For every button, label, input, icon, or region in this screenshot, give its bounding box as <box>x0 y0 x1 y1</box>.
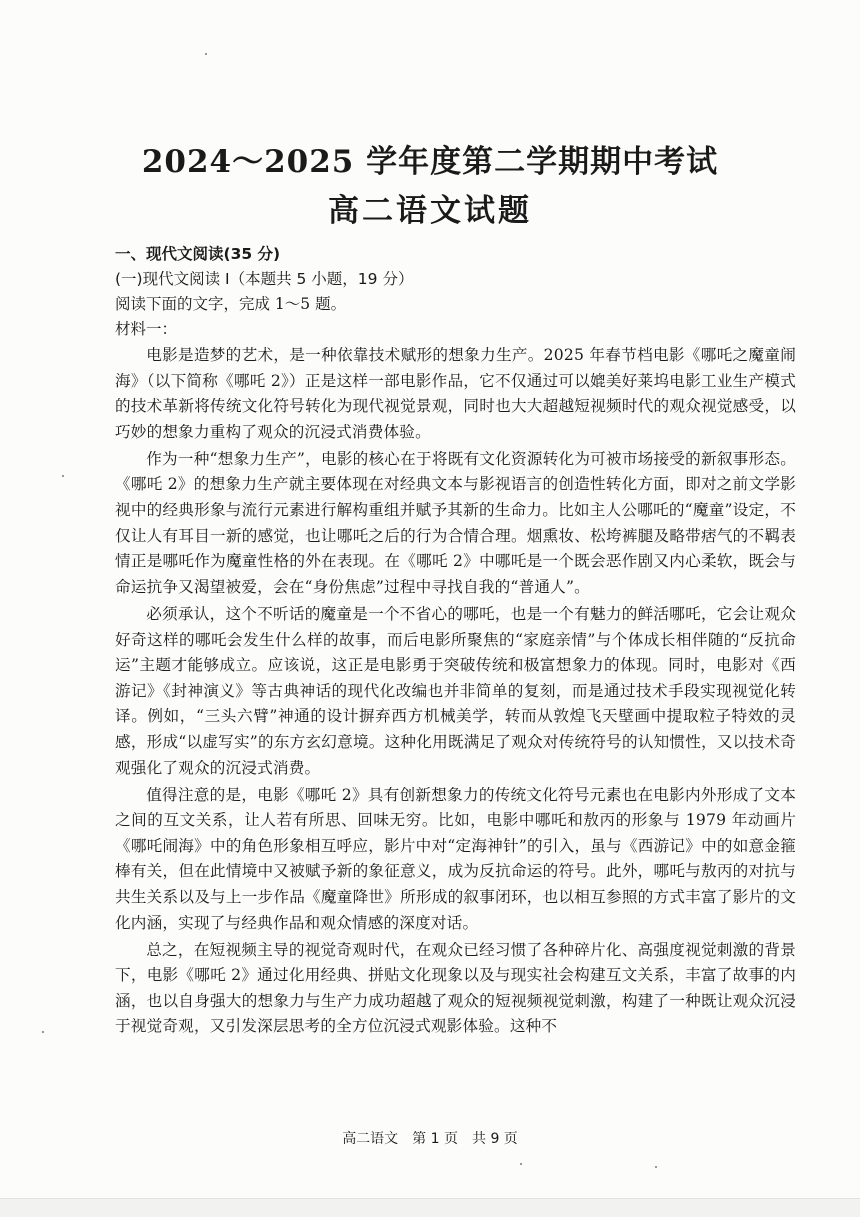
scan-speck <box>42 1031 44 1033</box>
scan-speck <box>520 1163 522 1165</box>
reading-instruction: 阅读下面的文字，完成 1～5 题。 <box>115 295 347 313</box>
section-subheading: (一)现代文阅读 I（本题共 5 小题，19 分） <box>115 270 414 288</box>
material-label: 材料一： <box>115 320 178 338</box>
paragraph: 作为一种“想象力生产”，电影的核心在于将既有文化资源转化为可被市场接受的新叙事形态。《哪吒 2》的想象力生产就主要体现在对经典文本与影视语言的创造性转化方面，即对之前文学影视中的经典形象与流行元素进行解构重组并赋予其新的生命力。比如主人公哪吒的“魔童”设定，不仅让人有耳目一新的感觉，也让哪吒之后的行为合情合理。烟熏妆、松垮裤腿及略带痞气的不羁表情正是哪吒作为魔童性格的外在表现。在《哪吒 2》中哪吒是一个既会恶作剧又内心柔软，既会与命运抗争又渴望被爱，会在“身份焦虑”过程中寻找自我的“普通人”。 <box>115 449 796 596</box>
section-header <box>115 242 795 342</box>
scan-edge <box>0 1198 860 1217</box>
paragraph: 必须承认，这个不听话的魔童是一个不省心的哪吒，也是一个有魅力的鲜活哪吒，它会让观众好奇这样的哪吒会发生什么样的故事，而后电影所聚焦的“家庭亲情”与个体成长相伴随的“反抗命运”主题才能够成立。应该说，这正是电影勇于突破传统和极富想象力的体现。同时，电影对《西游记》《封神演义》等古典神话的现代化改编也并非简单的复刻，而是通过技术手段实现视觉化转译。例如，“三头六臂”神通的设计摒弃西方机械美学，转而从敦煌飞天壁画中提取粒子特效的灵感，形成“以虚写实”的东方玄幻意境。这种化用既满足了观众对传统符号的认知惯性，又以技术奇观强化了观众的沉浸式消费。 <box>115 604 796 777</box>
exam-title: 2024～2025 学年度第二学期期中考试 <box>141 144 719 180</box>
page-footer: 高二语文 第 1 页 共 9 页 <box>342 1131 518 1147</box>
exam-subtitle: 高二语文试题 <box>328 193 532 229</box>
material-one-text <box>115 343 796 1042</box>
scan-speck <box>655 1166 657 1168</box>
scan-speck <box>62 475 64 477</box>
paragraph: 总之，在短视频主导的视觉奇观时代，在观众已经习惯了各种碎片化、高强度视觉刺激的背景下，电影《哪吒 2》通过化用经典、拼贴文化现象以及与现实社会构建互文关系，丰富了故事的内涵，也以自身强大的想象力与生产力成功超越了观众的短视频视觉刺激，构建了一种既让观众沉浸于视觉奇观，又引发深层思考的全方位沉浸式观影体验。这种不 <box>115 940 796 1036</box>
paragraph: 值得注意的是，电影《哪吒 2》具有创新想象力的传统文化符号元素也在电影内外形成了文本之间的互文关系，让人若有所思、回味无穷。比如，电影中哪吒和敖丙的形象与 1979 年动画片《哪吒闹海》中的角色形象相互呼应，影片中对“定海神针”的引入，虽与《西游记》中的如意金箍棒有关，但在此情境中又被赋予新的象征意义，成为反抗命运的符号。此外，哪吒与敖丙的对抗与共生关系以及与上一步作品《魔童降世》所形成的叙事闭环，也以相互参照的方式丰富了影片的文化内涵，实现了与经典作品和观众情感的深度对话。 <box>115 785 796 932</box>
paragraph: 电影是造梦的艺术，是一种依靠技术赋形的想象力生产。2025 年春节档电影《哪吒之魔童闹海》（以下简称《哪吒 2》）正是这样一部电影作品，它不仅通过可以媲美好莱坞电影工业生产模式的技术革新将传统文化符号转化为现代视觉景观，同时也大大超越短视频时代的观众视觉感受，以巧妙的想象力重构了观众的沉浸式消费体验。 <box>115 346 796 441</box>
section-heading: 一、现代文阅读(35 分) <box>115 245 281 263</box>
scan-speck <box>205 53 207 55</box>
